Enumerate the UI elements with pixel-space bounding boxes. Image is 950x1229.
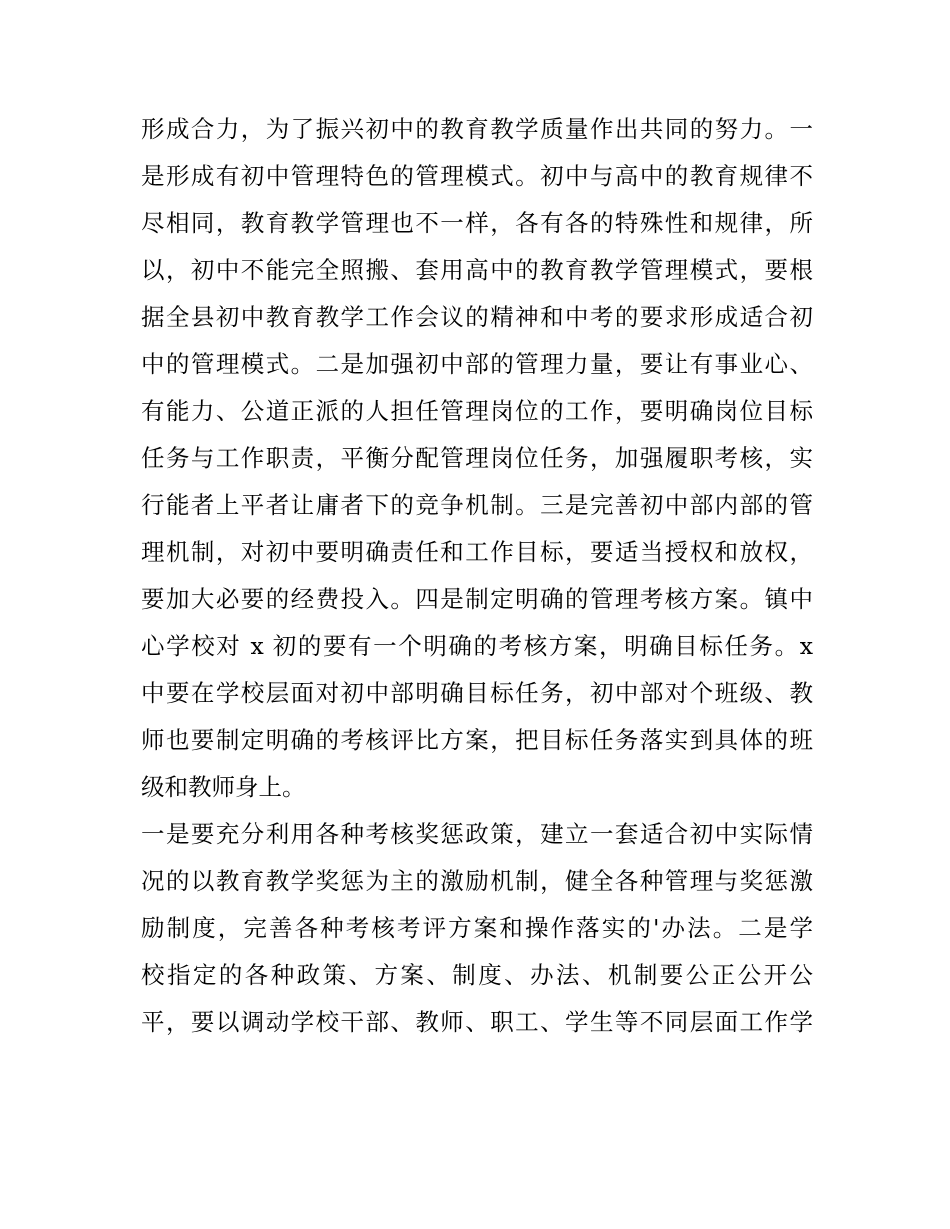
text-line: 行能者上平者让庸者下的竞争机制。三是完善初中部内部的管 [141,491,813,519]
text-line: 励制度，完善各种考核考评方案和操作落实的'办法。二是学 [141,914,813,942]
text-line: 是形成有初中管理特色的管理模式。初中与高中的教育规律不 [141,162,813,190]
text-line: 形成合力，为了振兴初中的教育教学质量作出共同的努力。一 [141,115,813,143]
text-line: 中的管理模式。二是加强初中部的管理力量，要让有事业心、 [141,350,813,378]
text-line: 校指定的各种政策、方案、制度、办法、机制要公正公开公 [141,961,813,989]
text-line: 师也要制定明确的考核评比方案，把目标任务落实到具体的班 [141,726,813,754]
text-line: 理机制，对初中要明确责任和工作目标，要适当授权和放权， [141,538,813,566]
text-line: 要加大必要的经费投入。四是制定明确的管理考核方案。镇中 [141,585,813,613]
paragraph-2 [141,811,813,1046]
document-body [141,106,813,1046]
text-line: 以，初中不能完全照搬、套用高中的教育教学管理模式，要根 [141,256,813,284]
text-line: 尽相同，教育教学管理也不一样，各有各的特殊性和规律，所 [141,209,813,237]
text-line: 况的以教育教学奖惩为主的激励机制，健全各种管理与奖惩激 [141,867,813,895]
paragraph-1 [141,106,813,811]
text-line: 据全县初中教育教学工作会议的精神和中考的要求形成适合初 [141,303,813,331]
text-line: 平，要以调动学校干部、教师、职工、学生等不同层面工作学 [141,1008,813,1036]
text-line: 心学校对 x 初的要有一个明确的考核方案，明确目标任务。x [141,632,813,660]
text-line: 级和教师身上。 [141,773,306,801]
text-line: 中要在学校层面对初中部明确目标任务，初中部对个班级、教 [141,679,813,707]
text-line: 一是要充分利用各种考核奖惩政策，建立一套适合初中实际情 [141,820,813,848]
text-line: 任务与工作职责，平衡分配管理岗位任务，加强履职考核，实 [141,444,813,472]
text-line: 有能力、公道正派的人担任管理岗位的工作，要明确岗位目标 [141,397,813,425]
